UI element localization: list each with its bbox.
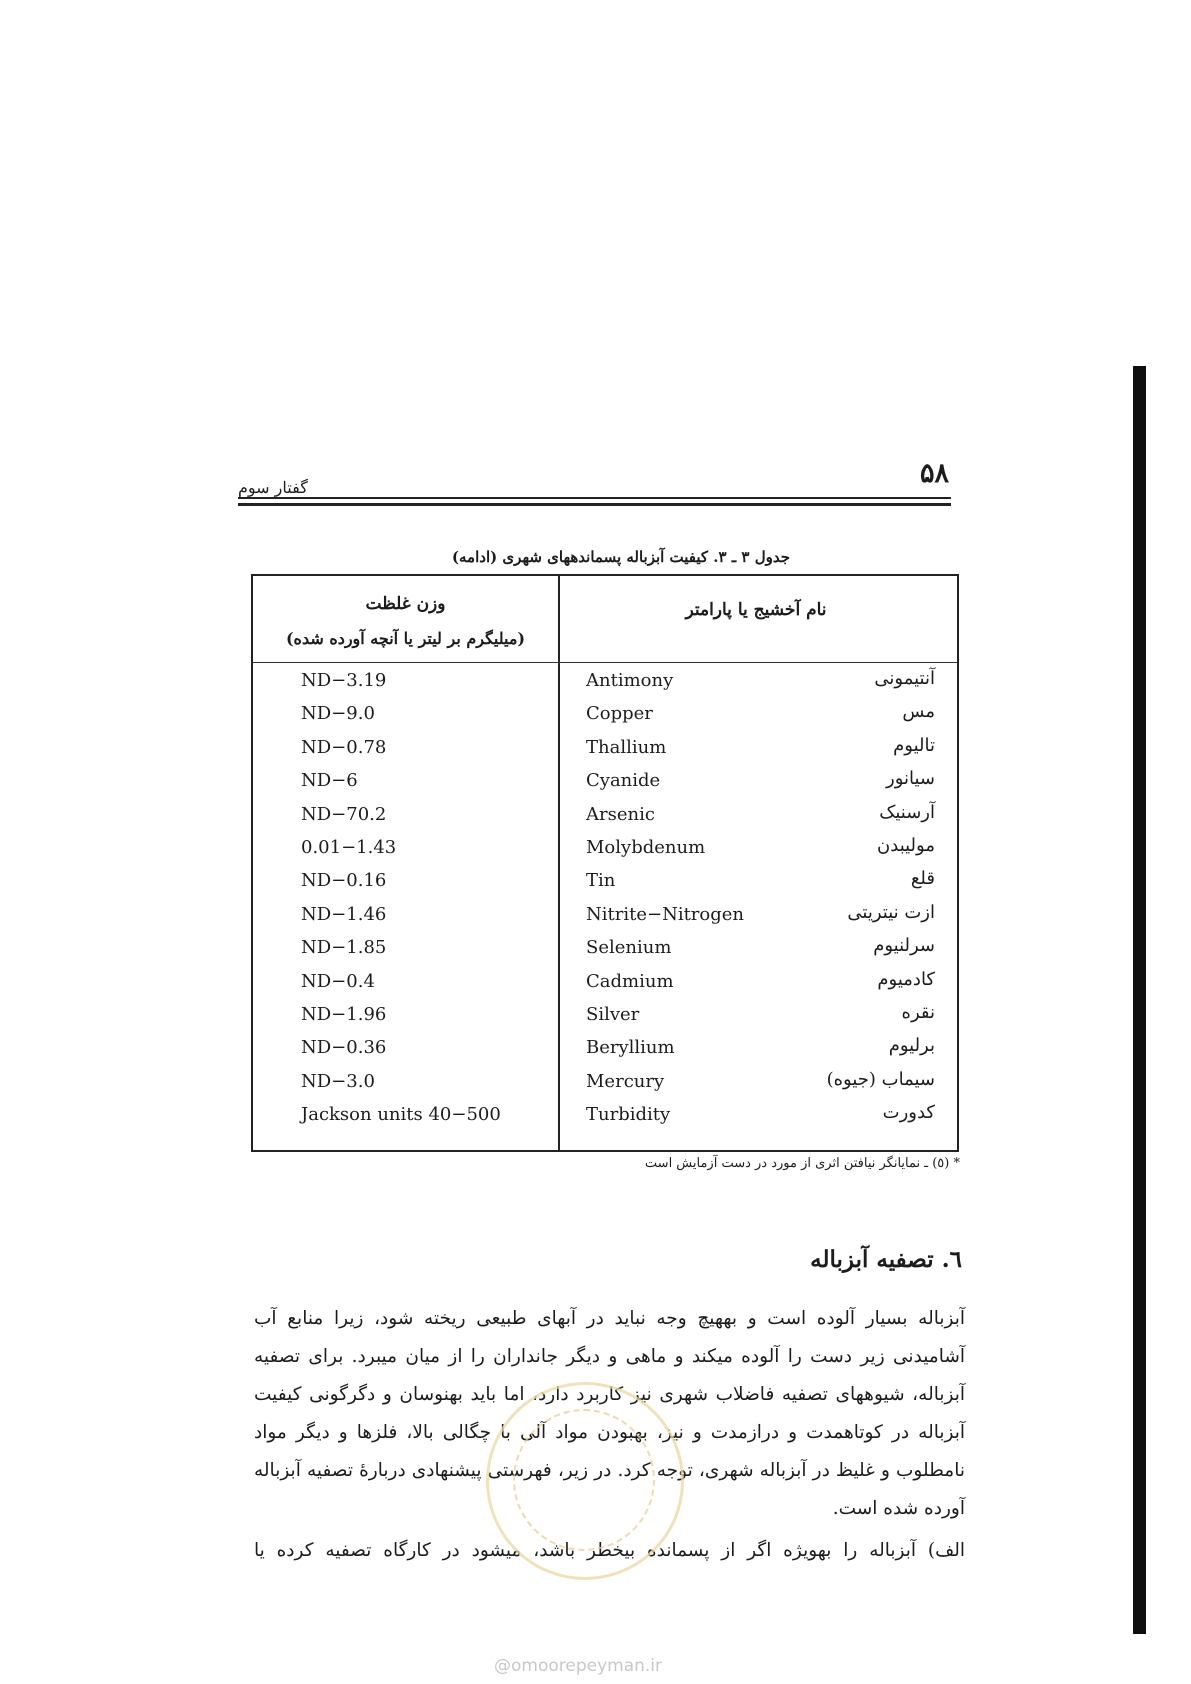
table-row (251, 965, 959, 999)
cell-concentration: ND−1.85 (301, 937, 387, 959)
table-row (251, 931, 959, 965)
cell-parameter-en: Cadmium (586, 970, 674, 992)
cell-parameter-fa: قلع (910, 868, 935, 890)
table-row (251, 697, 959, 731)
cell-parameter-en: Antimony (586, 670, 674, 691)
cell-concentration: ND−0.78 (301, 736, 387, 758)
header-concentration: وزن غلظت (365, 594, 446, 614)
cell-parameter-en: Cyanide (586, 770, 661, 792)
table-footnote: * (٥) ـ نمایانگر نیافتن اثری از مورد در دست آزمایش است (644, 1156, 960, 1171)
table-row (251, 831, 959, 865)
running-head: گفتار سوم (238, 478, 308, 497)
cell-concentration: Jackson units 40−500 (301, 1104, 501, 1126)
header-concentration-unit: (میلیگرم بر لیتر یا آنچه آورده شده) (285, 629, 526, 648)
cell-parameter-fa: آنتیمونی (874, 668, 935, 689)
cell-concentration: ND−6 (301, 770, 358, 792)
cell-concentration: ND−0.36 (301, 1037, 387, 1059)
table-row (251, 764, 959, 798)
cell-parameter-en: Beryllium (586, 1037, 675, 1059)
cell-parameter-fa: تالیوم (893, 734, 935, 756)
cell-parameter-fa: کدورت (882, 1102, 935, 1124)
cell-concentration: ND−3.19 (301, 670, 387, 691)
cell-parameter-en: Selenium (586, 937, 672, 959)
table-caption: جدول ۳ ـ ۳. کیفیت آبزباله پسماندههای شهری (ادامه) (451, 548, 790, 566)
section-title: ٦. تصفیه آبزباله (810, 1246, 962, 1273)
cell-concentration: ND−70.2 (301, 803, 387, 825)
publisher-stamp-watermark (486, 1382, 684, 1580)
stamp-gear-ring (513, 1409, 655, 1551)
cell-concentration: ND−1.46 (301, 903, 387, 925)
list-item-a: الف) آبزباله را بهویژه اگر از پسمانده بیخطر باشد، میشود در کارگاه تصفیه کرده یا (254, 1540, 965, 1561)
header-parameter: نام آخشیج یا پارامتر (685, 600, 827, 620)
cell-parameter-fa: ازت نیتریتی (847, 901, 935, 923)
cell-parameter-fa: کادمیوم (877, 968, 935, 990)
cell-parameter-en: Nitrite−Nitrogen (586, 903, 745, 925)
table-header-rule (253, 662, 957, 663)
site-watermark: @omoorepeyman.ir (494, 1656, 663, 1676)
table-row (251, 731, 959, 765)
cell-concentration: ND−1.96 (301, 1004, 387, 1025)
cell-parameter-fa: نقره (901, 1002, 935, 1023)
cell-parameter-en: Silver (586, 1004, 640, 1025)
table-row (251, 798, 959, 832)
table-row (251, 664, 959, 698)
cell-parameter-fa: سرلنیوم (873, 935, 935, 957)
cell-parameter-en: Molybdenum (586, 837, 706, 858)
cell-parameter-fa: برلیوم (888, 1035, 935, 1057)
cell-concentration: ND−0.16 (301, 870, 387, 892)
page-number: ۵۸ (920, 458, 950, 489)
table-row (251, 1031, 959, 1065)
cell-parameter-en: Copper (586, 703, 653, 725)
cell-parameter-fa: مولیبدن (877, 835, 935, 856)
table-row (251, 998, 959, 1032)
cell-parameter-en: Turbidity (586, 1104, 671, 1126)
cell-parameter-en: Thallium (586, 736, 667, 758)
table-row (251, 898, 959, 932)
cell-parameter-fa: آرسنیک (879, 801, 935, 823)
cell-concentration: ND−9.0 (301, 703, 375, 725)
cell-parameter-en: Arsenic (586, 803, 655, 825)
table-row (251, 1065, 959, 1099)
cell-parameter-fa: مس (902, 701, 935, 723)
table-row (251, 1098, 959, 1132)
cell-parameter-fa: سیانور (886, 768, 935, 790)
header-rule (238, 497, 951, 499)
cell-concentration: ND−0.4 (301, 970, 375, 992)
cell-concentration: 0.01−1.43 (301, 837, 397, 858)
cell-concentration: ND−3.0 (301, 1070, 375, 1092)
cell-parameter-en: Tin (586, 870, 616, 892)
cell-parameter-en: Mercury (586, 1070, 665, 1092)
cell-parameter-fa: سیماب (جیوه) (826, 1068, 935, 1090)
book-spine-shadow (1133, 366, 1146, 1634)
header-rule-thick (238, 503, 951, 506)
body-paragraph: آبزباله بسیار آلوده است و بههیچ وجه نباید در آبهای طبیعی ریخته شود، زیرا منابع آب آشامیدنی زیر دست را آلوده میکند و ماهی و دیگر جانداران را از میان میبرد. برای تصفیه آبزباله، شیوههای تصفیه فاضلاب شهری نیز کاربرد دارد، اما باید بهنوسان و دگرگونی کیفیت آبزباله در کوتاهمدت و درازمدت و نیز، بهبودن مواد آلی با چگالی بالا، فلزها و دیگر مواد نامطلوب و غلیظ در آبزباله شهری، توجه کرد. در زیر، فهرستی پیشنهادی دربارهٔ تصفیه آبزباله آورده شده است. (254, 1308, 965, 1519)
table-row (251, 864, 959, 898)
